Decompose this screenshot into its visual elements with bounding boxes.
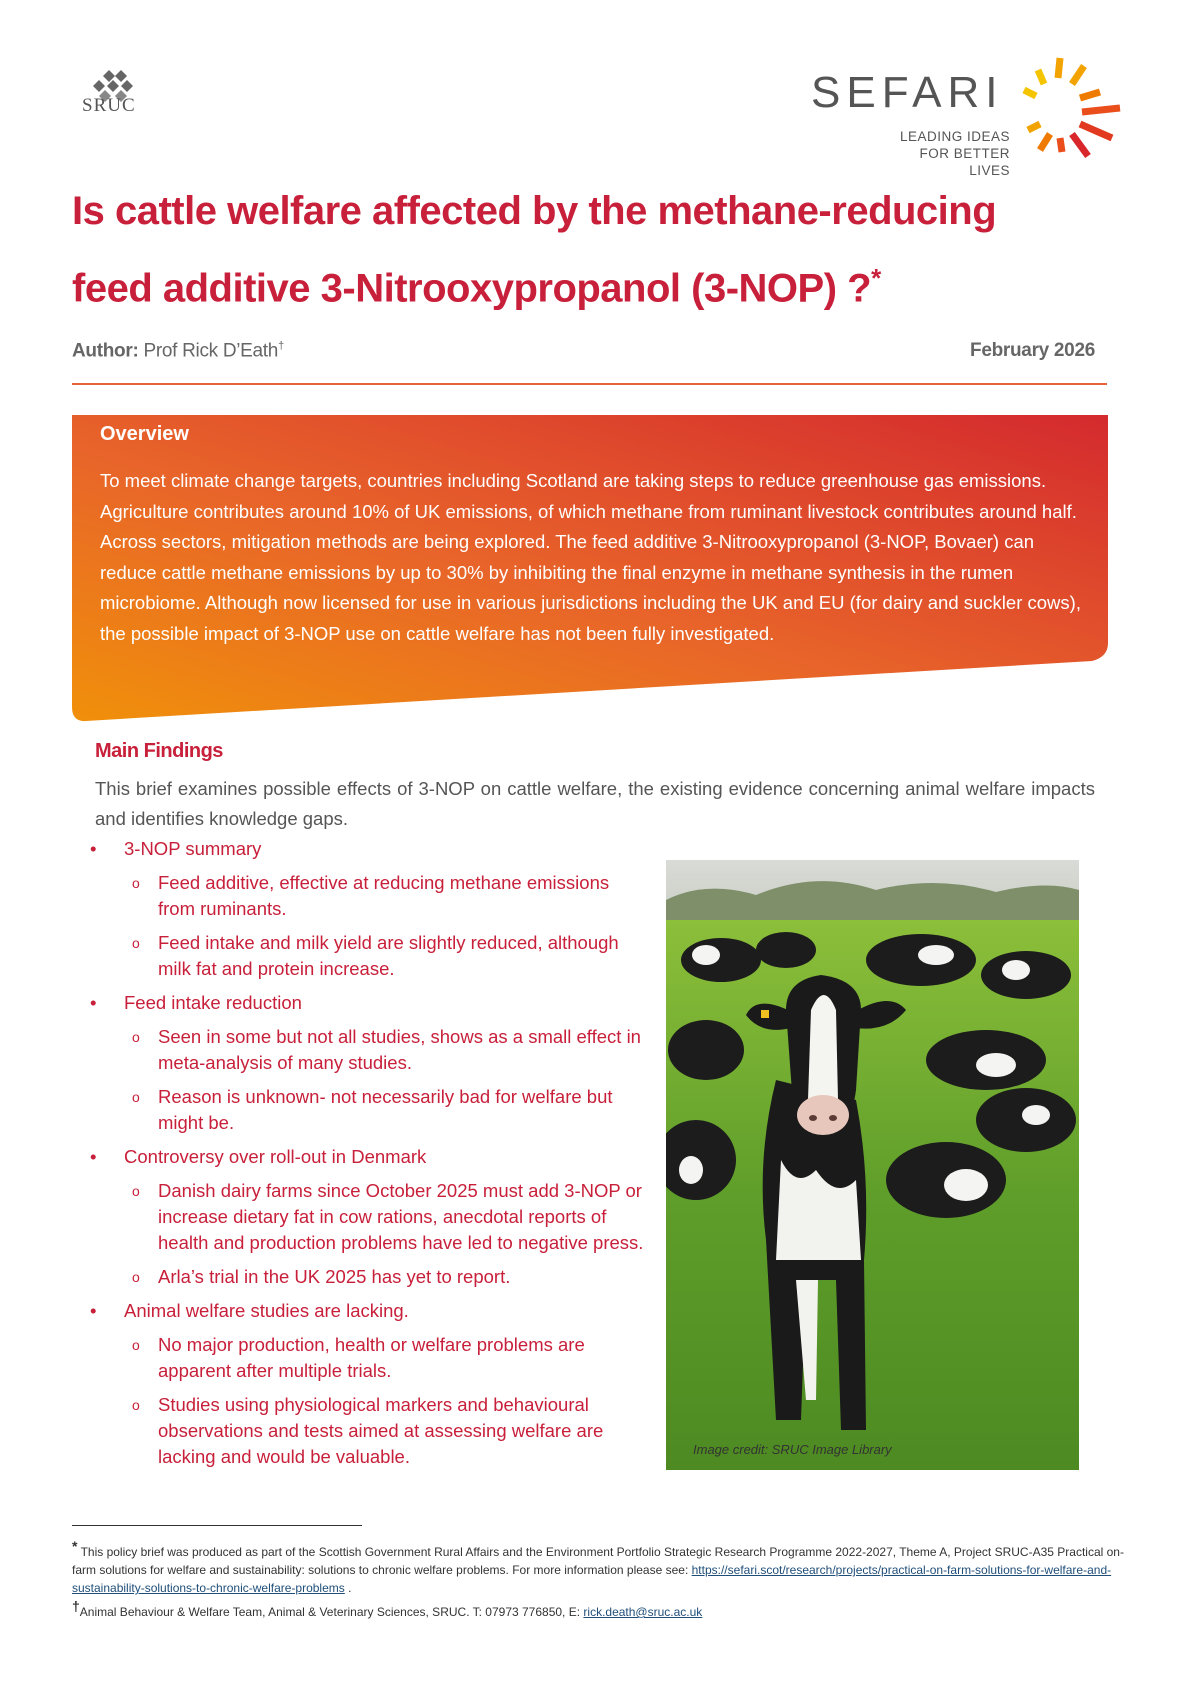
finding-item: • Feed intake reduction bbox=[84, 990, 644, 1016]
finding-item: • Controversy over roll-out in Denmark bbox=[84, 1144, 644, 1170]
overview-heading: Overview bbox=[100, 423, 189, 445]
findings-list bbox=[84, 836, 644, 1478]
finding-subitem: o Feed intake and milk yield are slightly reduced, although milk fat and protein increase. bbox=[84, 930, 644, 982]
finding-subitem: o Arla’s trial in the UK 2025 has yet to report. bbox=[84, 1264, 644, 1290]
email-link[interactable]: rick.death@sruc.ac.uk bbox=[583, 1605, 703, 1619]
publication-date: February 2026 bbox=[970, 340, 1095, 361]
title-line-2-text: feed additive 3-Nitrooxypropanol (3-NOP) ? bbox=[72, 266, 872, 311]
finding-item: • 3-NOP summary bbox=[84, 836, 644, 862]
finding-subitem: o Feed additive, effective at reducing methane emissions from ruminants. bbox=[84, 870, 644, 922]
author-footnote-mark: † bbox=[278, 340, 284, 352]
footnote-1-end: . bbox=[344, 1581, 352, 1595]
main-findings-heading: Main Findings bbox=[95, 740, 223, 762]
sefari-tagline-line2: FOR BETTER LIVES bbox=[919, 146, 1010, 178]
author-name: Prof Rick D’Eath bbox=[138, 340, 279, 362]
document-title bbox=[72, 178, 1112, 322]
sefari-logo-text: SEFARI bbox=[811, 68, 1004, 117]
footnote-divider bbox=[72, 1525, 362, 1526]
cow-photo bbox=[666, 860, 1079, 1470]
footnote-1 bbox=[72, 1537, 1132, 1597]
author-label: Author: bbox=[72, 340, 139, 362]
finding-subitem: o Reason is unknown- not necessarily bad for welfare but might be. bbox=[84, 1084, 644, 1136]
finding-subitem: o Danish dairy farms since October 2025 must add 3-NOP or increase dietary fat in cow rations, anecdotal reports of health and production problems have led to negative press. bbox=[84, 1178, 644, 1256]
overview-text: To meet climate change targets, countries including Scotland are taking steps to reduce greenhouse gas emissions. Agriculture contributes around 10% of UK emissions, of which methane from ruminant livestock contributes around half. Across sectors, mitigation methods are being explored. The feed additive 3-Nitrooxypropanol (3-NOP, Bovaer) can reduce cattle methane emissions by up to 30% by inhibiting the final enzyme in methane synthesis in the rumen microbiome. Although now licensed for use in various jurisdictions including the UK and EU (for dairy and suckler cows), the possible impact of 3-NOP use on cattle welfare has not been fully investigated. bbox=[100, 470, 1081, 644]
sefari-tagline bbox=[880, 128, 1010, 179]
author-line bbox=[72, 340, 284, 362]
sruc-logo-text: SRUC bbox=[82, 95, 136, 116]
header-divider bbox=[72, 383, 1107, 385]
title-line-2 bbox=[72, 245, 1112, 322]
finding-subitem: o Studies using physiological markers and behavioural observations and tests aimed at assessing welfare are lacking and would be valuable. bbox=[84, 1392, 644, 1470]
finding-subitem: o Seen in some but not all studies, shows as a small effect in meta-analysis of many studies. bbox=[84, 1024, 644, 1076]
finding-subitem: o No major production, health or welfare problems are apparent after multiple trials. bbox=[84, 1332, 644, 1384]
project-link[interactable]: https://sefari.scot/research/projects/practical-on-farm-solutions-for-welfare-and-sustainability-solutions-to-chronic-welfare-problems bbox=[72, 1563, 1112, 1595]
footnote-2-text: Animal Behaviour & Welfare Team, Animal & Veterinary Sciences, SRUC. T: 07973 776850, E: bbox=[79, 1605, 584, 1619]
image-credit: Image credit: SRUC Image Library bbox=[693, 1442, 892, 1457]
footnote-1-text: This policy brief was produced as part of the Scottish Government Rural Affairs and the Environment Portfolio Strategic Research Programme 2022-2027, Theme A, Project SRUC-A35 Practical on-farm solutions for welfare and sustainability: solutions to chronic welfare problems. For more information please see: bbox=[72, 1545, 1124, 1577]
footnote-2 bbox=[72, 1597, 1132, 1621]
main-findings-intro: This brief examines possible effects of 3-NOP on cattle welfare, the existing evidence concerning animal welfare impacts and identifies knowledge gaps. bbox=[95, 778, 1095, 829]
title-footnote-mark: * bbox=[871, 263, 881, 293]
finding-item: • Animal welfare studies are lacking. bbox=[84, 1298, 644, 1324]
footnote-1-mark: * bbox=[72, 1538, 78, 1554]
title-line-1: Is cattle welfare affected by the methane-reducing bbox=[72, 189, 997, 233]
footnote-2-mark: † bbox=[72, 1598, 80, 1614]
sefari-sunburst-icon bbox=[1022, 52, 1132, 164]
sefari-tagline-line1: LEADING IDEAS bbox=[899, 129, 1010, 144]
